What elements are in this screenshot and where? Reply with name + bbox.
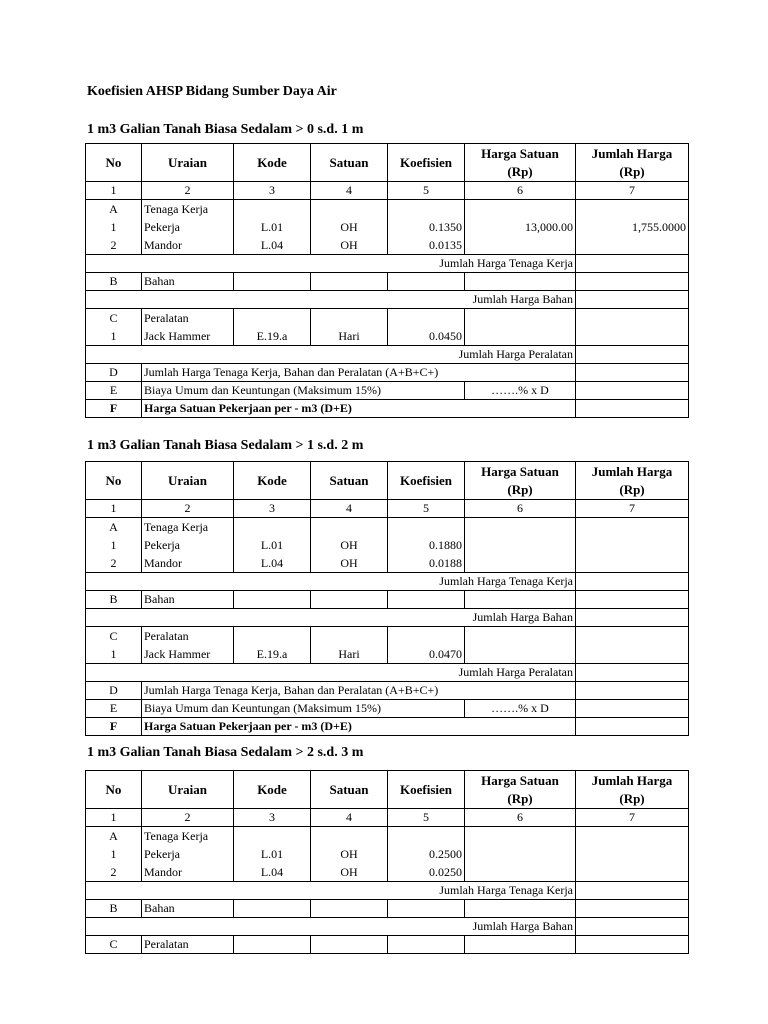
row-e-label: Biaya Umum dan Keuntungan (Maksimum 15%) xyxy=(142,382,465,400)
row-number: 1 xyxy=(110,647,117,661)
row-e-label: Biaya Umum dan Keuntungan (Maksimum 15%) xyxy=(142,700,465,718)
item-jumlah-harga: 1,755.0000 xyxy=(632,220,686,234)
section-title: 1 m3 Galian Tanah Biasa Sedalam > 1 s.d. 2 m xyxy=(87,438,364,453)
item-koefisien: 0.0135 xyxy=(429,238,462,252)
row-letter: D xyxy=(86,682,142,700)
col-number: 7 xyxy=(576,809,689,827)
subtotal-row xyxy=(86,882,689,900)
item-unit: Hari xyxy=(338,329,360,343)
item-code: L.04 xyxy=(260,556,284,570)
item-label: Peralatan xyxy=(144,311,189,325)
subtotal-label: Jumlah Harga Bahan xyxy=(86,609,576,627)
row-no-cell xyxy=(86,309,142,346)
header-row xyxy=(86,144,689,182)
col-number: 6 xyxy=(465,500,576,518)
row-d-label: Jumlah Harga Tenaga Kerja, Bahan dan Peralatan (A+B+C+) xyxy=(142,682,576,700)
subtotal-value xyxy=(576,664,689,682)
kode-cell xyxy=(234,827,311,882)
satuan-cell xyxy=(311,200,388,255)
row-number: 2 xyxy=(110,865,117,879)
item-code: E.19.a xyxy=(256,329,288,343)
subtotal-label: Jumlah Harga Peralatan xyxy=(86,346,576,364)
col-number: 1 xyxy=(86,809,142,827)
item-unit: OH xyxy=(340,865,358,879)
item-code: E.19.a xyxy=(256,647,288,661)
col-number: 2 xyxy=(142,182,234,200)
kode-cell xyxy=(234,309,311,346)
col-number: 6 xyxy=(465,182,576,200)
item-label: Mandor xyxy=(144,865,182,879)
header-jumlah-harga: Jumlah Harga (Rp) xyxy=(576,144,689,182)
row-number: 2 xyxy=(110,556,117,570)
item-koefisien: 0.1880 xyxy=(429,538,462,552)
row-letter: C xyxy=(86,936,142,954)
koefisien-cell xyxy=(388,200,465,255)
uraian-cell xyxy=(142,309,234,346)
jumlah-harga-cell xyxy=(576,200,689,255)
table-row-bahan xyxy=(86,273,689,291)
table-row-peralatan xyxy=(86,309,689,346)
table-row-tenaga-kerja xyxy=(86,518,689,573)
row-letter: D xyxy=(86,364,142,382)
table-row-peralatan xyxy=(86,936,689,954)
header-no: No xyxy=(86,144,142,182)
item-unit: Hari xyxy=(338,647,360,661)
subtotal-value xyxy=(576,291,689,309)
item-label: Pekerja xyxy=(144,538,180,552)
header-koefisien: Koefisien xyxy=(388,144,465,182)
header-harga-satuan: Harga Satuan (Rp) xyxy=(465,144,576,182)
item-koefisien: 0.2500 xyxy=(429,847,462,861)
col-number: 6 xyxy=(465,809,576,827)
table-row-bahan xyxy=(86,900,689,918)
item-label: Mandor xyxy=(144,556,182,570)
kode-cell xyxy=(234,627,311,664)
header-row xyxy=(86,771,689,809)
subtotal-label: Jumlah Harga Bahan xyxy=(86,918,576,936)
row-no-cell xyxy=(86,200,142,255)
item-koefisien: 0.0188 xyxy=(429,556,462,570)
subtotal-row xyxy=(86,573,689,591)
item-code: L.01 xyxy=(260,538,284,552)
section-title: 1 m3 Galian Tanah Biasa Sedalam > 2 s.d. 3 m xyxy=(87,745,364,760)
item-koefisien: 0.0470 xyxy=(429,647,462,661)
harga-satuan-cell xyxy=(465,200,576,255)
row-letter: B xyxy=(86,273,142,291)
table-row-bahan xyxy=(86,591,689,609)
item-unit: OH xyxy=(340,847,358,861)
col-number: 2 xyxy=(142,500,234,518)
subtotal-value xyxy=(576,882,689,900)
ahsp-table xyxy=(85,461,689,736)
subtotal-value xyxy=(576,609,689,627)
header-uraian: Uraian xyxy=(142,771,234,809)
row-letter: B xyxy=(86,900,142,918)
header-harga-satuan: Harga Satuan (Rp) xyxy=(465,462,576,500)
subtotal-row xyxy=(86,346,689,364)
row-number: 1 xyxy=(110,220,117,234)
col-number: 3 xyxy=(234,809,311,827)
header-no: No xyxy=(86,462,142,500)
item-unit: OH xyxy=(340,220,358,234)
header-uraian: Uraian xyxy=(142,462,234,500)
row-number: 1 xyxy=(110,847,117,861)
column-number-row xyxy=(86,500,689,518)
subtotal-label: Jumlah Harga Tenaga Kerja xyxy=(86,882,576,900)
header-kode: Kode xyxy=(234,144,311,182)
row-number: 1 xyxy=(110,538,117,552)
item-unit: OH xyxy=(340,538,358,552)
koefisien-cell xyxy=(388,627,465,664)
item-koefisien: 0.1350 xyxy=(429,220,462,234)
item-koefisien: 0.0250 xyxy=(429,865,462,879)
col-number: 4 xyxy=(311,182,388,200)
item-code: L.01 xyxy=(260,847,284,861)
row-letter: A xyxy=(109,520,118,534)
table-row-peralatan xyxy=(86,627,689,664)
header-koefisien: Koefisien xyxy=(388,462,465,500)
row-no-cell xyxy=(86,627,142,664)
table-row-e xyxy=(86,382,689,400)
subtotal-label: Jumlah Harga Peralatan xyxy=(86,664,576,682)
item-koefisien: 0.0450 xyxy=(429,329,462,343)
table-row-tenaga-kerja xyxy=(86,827,689,882)
item-label: Tenaga Kerja xyxy=(144,520,209,534)
item-label: Peralatan xyxy=(144,629,189,643)
item-code: L.01 xyxy=(260,220,284,234)
kode-cell xyxy=(234,200,311,255)
col-number: 5 xyxy=(388,809,465,827)
item-label: Mandor xyxy=(144,238,182,252)
row-d-label: Jumlah Harga Tenaga Kerja, Bahan dan Peralatan (A+B+C+) xyxy=(142,364,576,382)
item-label: Tenaga Kerja xyxy=(144,829,209,843)
header-satuan: Satuan xyxy=(311,462,388,500)
ahsp-table xyxy=(85,143,689,418)
item-label: Jack Hammer xyxy=(144,329,211,343)
row-f-label: Harga Satuan Pekerjaan per - m3 (D+E) xyxy=(142,400,576,418)
item-label: Bahan xyxy=(142,900,234,918)
uraian-cell xyxy=(142,200,234,255)
row-letter: F xyxy=(86,718,142,736)
satuan-cell xyxy=(311,518,388,573)
header-satuan: Satuan xyxy=(311,144,388,182)
header-harga-satuan: Harga Satuan (Rp) xyxy=(465,771,576,809)
col-number: 1 xyxy=(86,500,142,518)
col-number: 1 xyxy=(86,182,142,200)
row-no-cell xyxy=(86,518,142,573)
header-uraian: Uraian xyxy=(142,144,234,182)
item-label: Jack Hammer xyxy=(144,647,211,661)
item-label: Peralatan xyxy=(142,936,234,954)
row-f-label: Harga Satuan Pekerjaan per - m3 (D+E) xyxy=(142,718,576,736)
header-jumlah-harga: Jumlah Harga (Rp) xyxy=(576,771,689,809)
subtotal-label: Jumlah Harga Bahan xyxy=(86,291,576,309)
row-no-cell xyxy=(86,827,142,882)
row-letter: B xyxy=(86,591,142,609)
row-number: 2 xyxy=(110,238,117,252)
row-letter: E xyxy=(86,382,142,400)
item-code: L.04 xyxy=(260,238,284,252)
col-number: 5 xyxy=(388,500,465,518)
col-number: 4 xyxy=(311,500,388,518)
uraian-cell xyxy=(142,518,234,573)
col-number: 3 xyxy=(234,182,311,200)
subtotal-row xyxy=(86,918,689,936)
uraian-cell xyxy=(142,827,234,882)
document-title: Koefisien AHSP Bidang Sumber Daya Air xyxy=(87,84,337,99)
item-label: Bahan xyxy=(142,273,234,291)
col-number: 7 xyxy=(576,182,689,200)
item-code: L.04 xyxy=(260,865,284,879)
header-no: No xyxy=(86,771,142,809)
subtotal-label: Jumlah Harga Tenaga Kerja xyxy=(86,255,576,273)
col-number: 7 xyxy=(576,500,689,518)
subtotal-row xyxy=(86,291,689,309)
ahsp-table xyxy=(85,770,689,954)
header-jumlah-harga: Jumlah Harga (Rp) xyxy=(576,462,689,500)
col-number: 5 xyxy=(388,182,465,200)
subtotal-row xyxy=(86,609,689,627)
table-row-d xyxy=(86,682,689,700)
col-number: 2 xyxy=(142,809,234,827)
koefisien-cell xyxy=(388,827,465,882)
subtotal-value xyxy=(576,918,689,936)
row-number: 1 xyxy=(110,329,117,343)
koefisien-cell xyxy=(388,309,465,346)
row-letter: A xyxy=(109,202,118,216)
subtotal-row xyxy=(86,255,689,273)
satuan-cell xyxy=(311,827,388,882)
subtotal-label: Jumlah Harga Tenaga Kerja xyxy=(86,573,576,591)
header-koefisien: Koefisien xyxy=(388,771,465,809)
table-row-f xyxy=(86,400,689,418)
header-satuan: Satuan xyxy=(311,771,388,809)
kode-cell xyxy=(234,518,311,573)
koefisien-cell xyxy=(388,518,465,573)
item-unit: OH xyxy=(340,556,358,570)
satuan-cell xyxy=(311,627,388,664)
satuan-cell xyxy=(311,309,388,346)
col-number: 3 xyxy=(234,500,311,518)
row-e-percent: …….% x D xyxy=(465,700,576,718)
row-letter: A xyxy=(109,829,118,843)
item-label: Pekerja xyxy=(144,847,180,861)
row-letter: E xyxy=(86,700,142,718)
section-title: 1 m3 Galian Tanah Biasa Sedalam > 0 s.d. 1 m xyxy=(87,122,364,137)
row-letter: F xyxy=(86,400,142,418)
table-row-d xyxy=(86,364,689,382)
row-e-percent: …….% x D xyxy=(465,382,576,400)
subtotal-row xyxy=(86,664,689,682)
row-letter: C xyxy=(109,629,118,643)
subtotal-value xyxy=(576,346,689,364)
item-label: Tenaga Kerja xyxy=(144,202,209,216)
table-row-f xyxy=(86,718,689,736)
item-harga-satuan: 13,000.00 xyxy=(525,220,573,234)
subtotal-value xyxy=(576,255,689,273)
item-unit: OH xyxy=(340,238,358,252)
uraian-cell xyxy=(142,627,234,664)
column-number-row xyxy=(86,809,689,827)
subtotal-value xyxy=(576,573,689,591)
header-row xyxy=(86,462,689,500)
table-row-tenaga-kerja xyxy=(86,200,689,255)
item-label: Pekerja xyxy=(144,220,180,234)
column-number-row xyxy=(86,182,689,200)
item-label: Bahan xyxy=(142,591,234,609)
header-kode: Kode xyxy=(234,771,311,809)
col-number: 4 xyxy=(311,809,388,827)
row-letter: C xyxy=(109,311,118,325)
header-kode: Kode xyxy=(234,462,311,500)
table-row-e xyxy=(86,700,689,718)
